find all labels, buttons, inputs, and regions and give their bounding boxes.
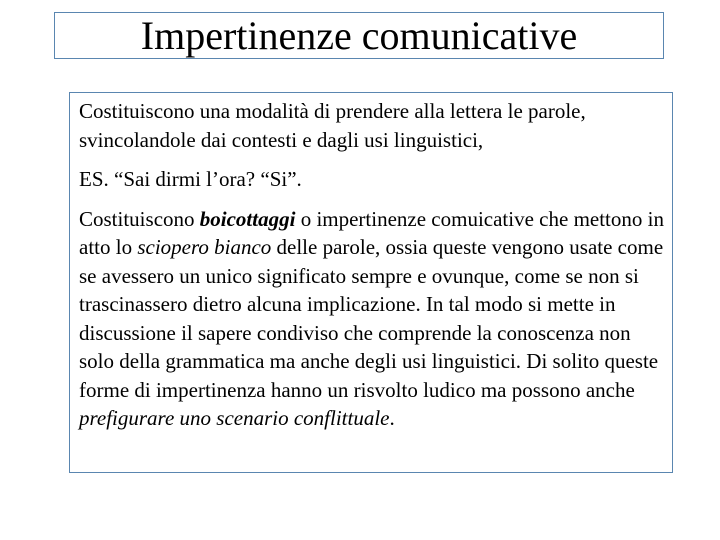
explanation-bold-italic-boicottaggi: boicottaggi	[199, 206, 296, 231]
paragraph-definition	[79, 97, 664, 154]
paragraph-example: ES. “Sai dirmi l’ora? “Si”.	[79, 167, 302, 191]
paragraph-definition-line-1: Costituiscono una modalità di prendere alla lettera le parole,	[79, 99, 586, 123]
explanation-text-4: .	[389, 406, 395, 430]
explanation-italic-scenario: prefigurare uno scenario conflittuale	[79, 406, 390, 430]
explanation-text-3: delle parole, ossia queste vengono usate come se avessero un unico significato sempre e ovunque, come se non si trascinassero dietro alcuna implicazione. In tal modo si mette in discussione il sapere condiviso che comprende la conoscenza non solo della grammatica ma anche degli usi linguistici. Di solito queste forme di impertinenza hanno un risvolto ludico ma possono anche	[79, 235, 664, 402]
title-box	[54, 12, 664, 59]
explanation-text-1: Costituiscono	[79, 206, 200, 231]
paragraph-definition-line-2: svincolandole dai contesti e dagli usi linguistici,	[79, 127, 484, 152]
explanation-text-2: o impertinenze comuicative che mettono in atto lo	[79, 206, 664, 259]
slide-title: Impertinenze comunicative	[140, 13, 578, 58]
explanation-italic-sciopero-bianco: sciopero bianco	[137, 235, 272, 259]
content-box	[69, 92, 673, 473]
paragraph-explanation	[79, 205, 664, 433]
